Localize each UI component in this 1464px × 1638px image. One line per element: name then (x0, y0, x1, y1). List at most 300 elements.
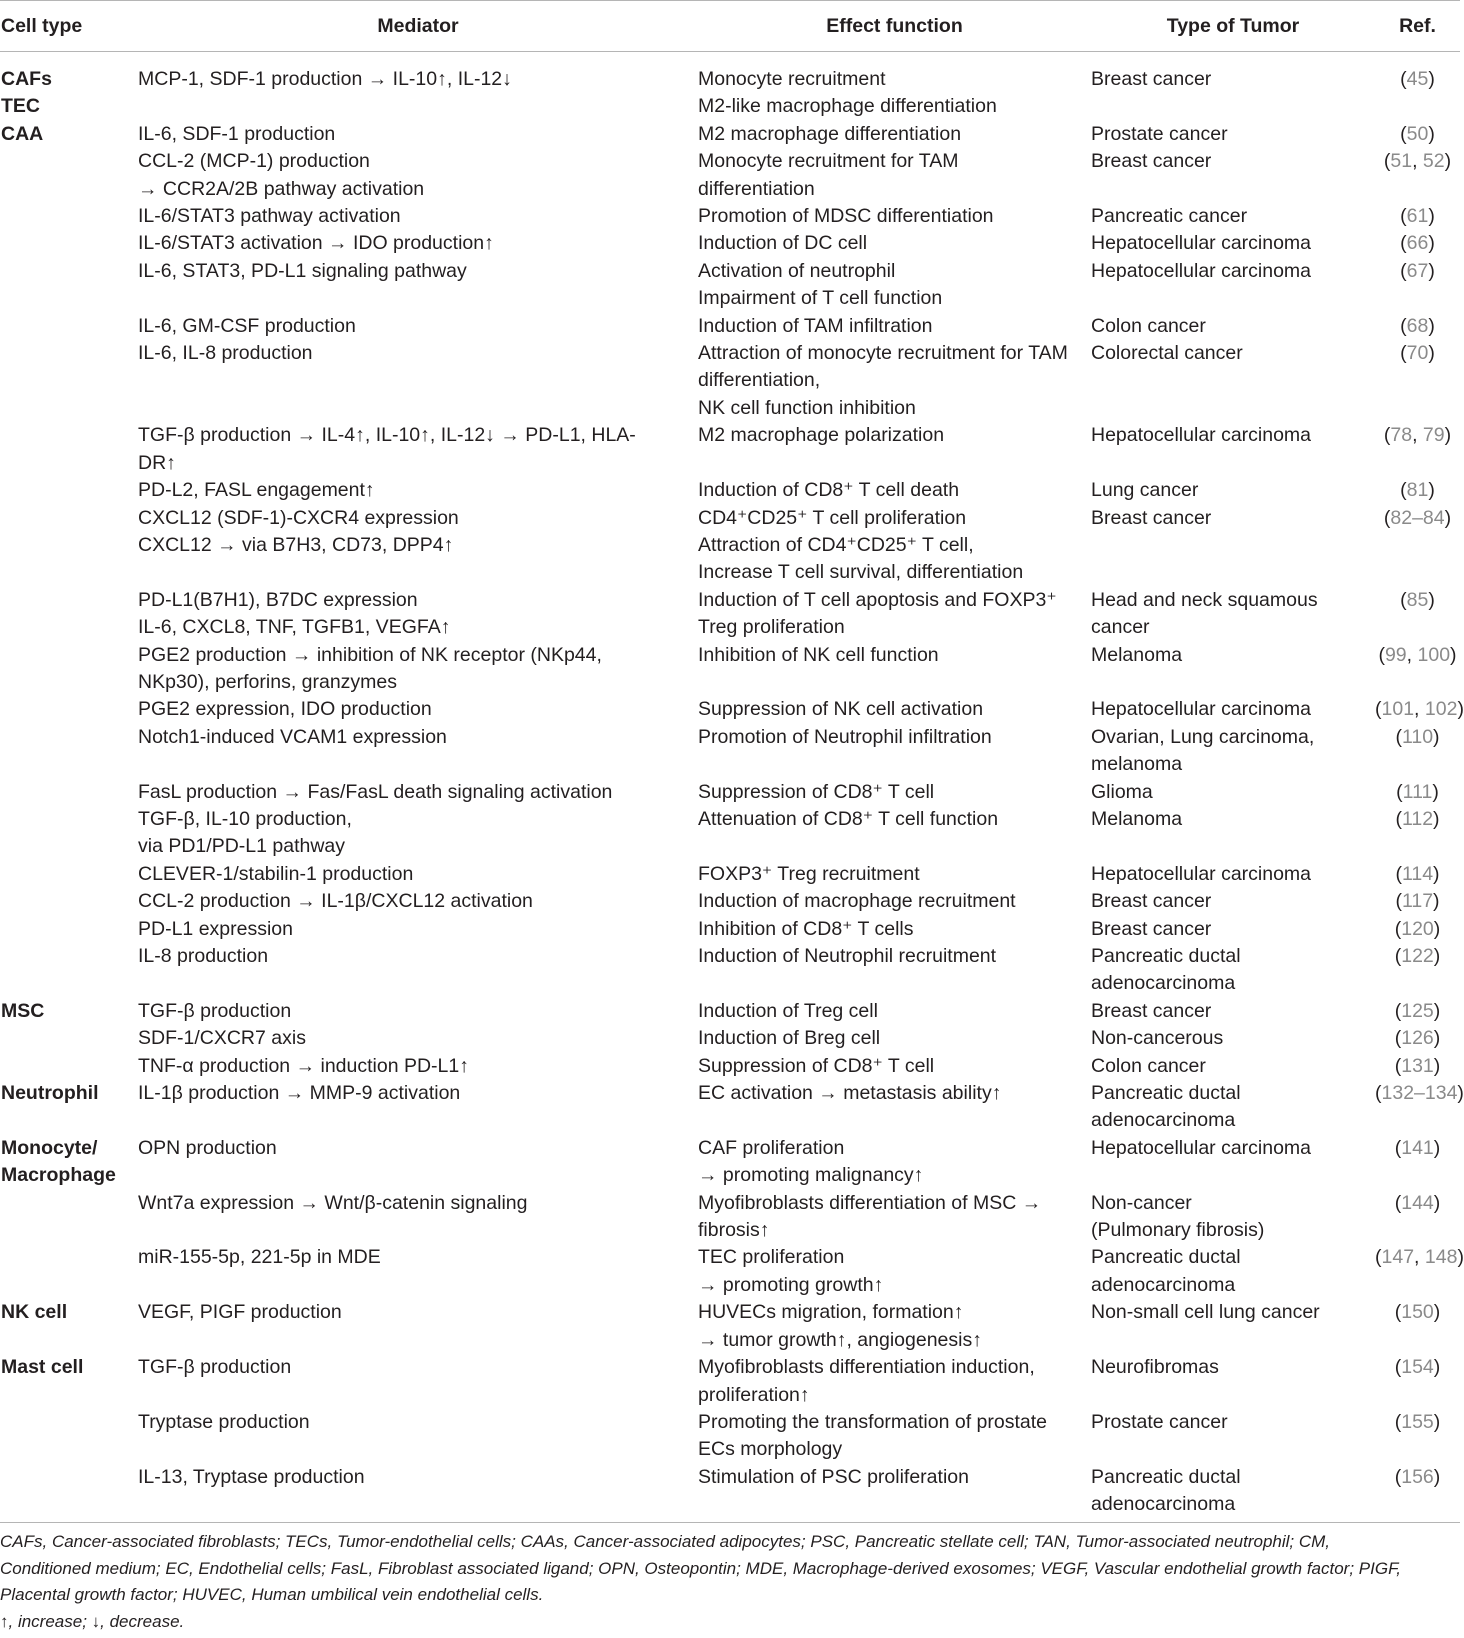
tumor-text: Hepatocellular carcinoma (1091, 698, 1312, 721)
reference-link[interactable]: 144 (1401, 1191, 1434, 1214)
mediator-cell (138, 203, 698, 230)
ref-paren: ) (1433, 725, 1440, 748)
reference-link[interactable]: 132–134 (1381, 1082, 1458, 1105)
cell-type-cell (0, 861, 138, 888)
ref-paren: ( (1395, 807, 1402, 830)
table-row (0, 203, 1460, 230)
reference-link[interactable]: 85 (1406, 588, 1429, 611)
ref-paren: ) (1444, 424, 1452, 447)
ref-paren: ( (1400, 479, 1407, 502)
ref-separator: , (1414, 1246, 1425, 1269)
mediator-text: DR↑ (138, 451, 176, 474)
reference-link[interactable]: 111 (1402, 780, 1433, 803)
tumor-text: Glioma (1091, 780, 1153, 803)
reference-link[interactable]: 81 (1406, 479, 1429, 502)
ref-paren: ( (1394, 1054, 1402, 1077)
cell-type-cell (0, 258, 138, 313)
tumor-cell (1091, 422, 1375, 477)
ref-paren: ) (1457, 1082, 1464, 1105)
effect-text: differentiation, (698, 369, 821, 392)
tumor-cell (1091, 861, 1375, 888)
ref-paren: ( (1383, 506, 1391, 529)
mediator-cell (138, 1025, 698, 1052)
effect-cell (698, 806, 1091, 861)
effect-text: Attraction of CD4⁺CD25⁺ T cell, (698, 533, 974, 556)
mediator-cell (138, 1190, 698, 1245)
ref-paren: ( (1394, 1136, 1402, 1159)
tumor-cell (1091, 998, 1375, 1025)
effect-text: Promoting the transformation of prostate (698, 1410, 1048, 1433)
ref-paren: ( (1375, 698, 1382, 721)
tumor-text: Colon cancer (1091, 1054, 1206, 1077)
mediator-text: via PD1/PD-L1 pathway (138, 835, 346, 858)
table-row (0, 1464, 1460, 1523)
effect-text: differentiation (698, 177, 815, 200)
effect-cell (698, 998, 1091, 1025)
reference-link[interactable]: 45 (1406, 68, 1429, 90)
effect-cell (698, 148, 1091, 203)
effect-text: M2 macrophage polarization (698, 424, 945, 447)
tumor-text: Breast cancer (1091, 890, 1212, 913)
ref-paren: ( (1394, 1027, 1402, 1050)
reference-link[interactable]: 114 (1401, 862, 1434, 885)
tumor-cell (1091, 806, 1375, 861)
ref-cell (1375, 888, 1460, 915)
tumor-text: (Pulmonary fibrosis) (1091, 1219, 1265, 1242)
table-body (0, 52, 1464, 1523)
effect-text: Increase T cell survival, differentiation (698, 561, 1024, 584)
ref-cell (1375, 1354, 1460, 1409)
mediator-text: TGF-β production → IL-4↑, IL-10↑, IL-12↓ → PD-L1, HLA- (138, 424, 636, 447)
reference-link[interactable]: 150 (1401, 1301, 1434, 1324)
effect-cell (698, 1025, 1091, 1052)
tumor-text: Breast cancer (1091, 68, 1212, 90)
tumor-cell (1091, 1190, 1375, 1245)
effect-text: CD4⁺CD25⁺ T cell proliferation (698, 506, 967, 529)
ref-paren: ( (1394, 1301, 1402, 1324)
effect-text: Induction of T cell apoptosis and FOXP3⁺ (698, 588, 1057, 611)
table-row (0, 1053, 1460, 1080)
effect-text: Inhibition of CD8⁺ T cells (698, 917, 914, 940)
header-effect: Effect function (698, 1, 1091, 52)
table-header (0, 1, 1460, 52)
ref-paren: ( (1375, 1082, 1382, 1105)
ref-cell (1375, 806, 1460, 861)
table-row (0, 806, 1460, 861)
tumor-text: Pancreatic ductal (1091, 945, 1241, 967)
cell-type-label: Monocyte/ (1, 1136, 98, 1159)
reference-link[interactable]: 154 (1401, 1356, 1434, 1379)
ref-separator: , (1412, 150, 1423, 173)
mediator-cell (138, 1080, 698, 1135)
tumor-cell (1091, 121, 1375, 148)
cell-type-label: Macrophage (1, 1164, 116, 1187)
table-row (0, 1080, 1460, 1135)
reference-link[interactable]: 78 (1390, 424, 1413, 447)
footnote-line: CAFs, Cancer-associated fibroblasts; TECs, Tumor-endothelial cells; CAAs, Cancer-associated adipocytes; PSC, Pancreatic stellate cell; TAN, Tumor-associated neutrophil; CM, (0, 1532, 1331, 1551)
mediator-text: IL-6/STAT3 activation → IDO production↑ (138, 232, 494, 255)
reference-link[interactable]: 51 (1390, 150, 1413, 173)
effect-cell (698, 203, 1091, 230)
ref-paren: ) (1433, 1410, 1441, 1433)
ref-paren: ( (1378, 643, 1385, 666)
table-row (0, 724, 1460, 779)
effect-cell (698, 642, 1091, 697)
effect-text: M2 macrophage differentiation (698, 122, 962, 145)
ref-paren: ( (1400, 232, 1407, 255)
mediator-text: → CCR2A/2B pathway activation (138, 177, 425, 200)
cell-type-cell (0, 1053, 138, 1080)
table-row (0, 505, 1460, 587)
mediator-cell (138, 1053, 698, 1080)
cell-type-cell (0, 1354, 138, 1409)
ref-paren: ) (1428, 205, 1435, 228)
tumor-text: Breast cancer (1091, 150, 1212, 173)
reference-link[interactable]: 50 (1406, 122, 1429, 145)
ref-separator: , (1412, 424, 1423, 447)
effect-text: CAF proliferation (698, 1136, 845, 1159)
mediator-text: TNF-α production → induction PD-L1↑ (138, 1054, 469, 1077)
mediator-cell (138, 1354, 698, 1409)
ref-paren: ) (1428, 232, 1435, 255)
reference-link[interactable]: 99 (1384, 643, 1407, 666)
reference-link[interactable]: 141 (1401, 1136, 1434, 1159)
mediator-cell (138, 52, 698, 121)
tumor-text: Lung cancer (1091, 479, 1199, 502)
cell-type-cell (0, 1135, 138, 1190)
mediator-cell (138, 1299, 698, 1354)
effect-text: Induction of TAM infiltration (698, 314, 933, 337)
effect-text: HUVECs migration, formation↑ (698, 1301, 964, 1324)
reference-link[interactable]: 117 (1401, 890, 1434, 913)
effect-cell (698, 258, 1091, 313)
effect-text: EC activation → metastasis ability↑ (698, 1082, 1002, 1105)
tumor-cell (1091, 642, 1375, 697)
tumor-text: Neurofibromas (1091, 1356, 1219, 1379)
mediator-text: Tryptase production (138, 1410, 310, 1433)
table-footnote (0, 1522, 1460, 1635)
tumor-cell (1091, 1299, 1375, 1354)
tumor-text: Hepatocellular carcinoma (1091, 424, 1312, 447)
mediator-text: IL-8 production (138, 945, 269, 967)
tumor-cell (1091, 313, 1375, 340)
ref-paren: ( (1400, 314, 1407, 337)
mediator-cell (138, 861, 698, 888)
ref-paren: ) (1433, 1054, 1441, 1077)
effect-text: Impairment of T cell function (698, 287, 943, 310)
ref-paren: ( (1394, 917, 1402, 940)
header-mediator: Mediator (138, 1, 698, 52)
ref-cell (1375, 477, 1460, 504)
tumor-cell (1091, 1244, 1375, 1299)
ref-cell (1375, 1244, 1464, 1299)
ref-cell (1375, 1190, 1460, 1245)
reference-link[interactable]: 120 (1401, 917, 1434, 940)
table-row (0, 998, 1460, 1025)
cell-type-label: Neutrophil (1, 1082, 99, 1105)
ref-paren: ) (1433, 807, 1440, 830)
tumor-text: Melanoma (1091, 643, 1183, 666)
ref-paren: ) (1428, 68, 1435, 90)
mediator-text: TGF-β production (138, 1356, 292, 1379)
header-row (0, 1, 1460, 52)
table-row (0, 779, 1460, 806)
footnote-line: Conditioned medium; EC, Endothelial cells; FasL, Fibroblast associated ligand; OPN, Osteopontin; MDE, Macrophage-derived exosomes; VEGF, Vascular endothelial growth factor; PIGF, (0, 1558, 1401, 1578)
mediator-cell (138, 340, 698, 422)
cell-type-cell (0, 422, 138, 477)
ref-paren: ( (1400, 68, 1407, 90)
cell-type-cell (0, 203, 138, 230)
mediator-cell (138, 642, 698, 697)
reference-link[interactable]: 101 (1381, 698, 1415, 721)
tumor-cell (1091, 943, 1375, 998)
reference-link[interactable]: 155 (1401, 1410, 1434, 1433)
mediator-text: CCL-2 production → IL-1β/CXCL12 activation (138, 890, 533, 913)
cell-type-cell (0, 888, 138, 915)
cell-type-label: CAFs (1, 68, 52, 90)
tumor-text: Pancreatic cancer (1091, 205, 1248, 228)
tumor-text: melanoma (1091, 753, 1183, 776)
reference-link[interactable]: 61 (1406, 205, 1429, 228)
ref-paren: ) (1433, 890, 1440, 913)
effect-text: → promoting malignancy↑ (698, 1164, 924, 1187)
ref-cell (1375, 861, 1460, 888)
mediator-cell (138, 587, 698, 642)
ref-paren: ( (1400, 205, 1407, 228)
table-row (0, 313, 1460, 340)
ref-paren: ( (1394, 999, 1402, 1022)
cell-type-label: CAA (1, 122, 44, 145)
ref-paren: ( (1400, 122, 1407, 145)
table-row (0, 1409, 1460, 1464)
ref-paren: ) (1433, 1027, 1441, 1050)
table-row (0, 1190, 1460, 1245)
effect-cell (698, 943, 1091, 998)
tumor-cell (1091, 1080, 1375, 1135)
table-row (0, 1244, 1460, 1299)
effect-text: Induction of Treg cell (698, 999, 878, 1022)
cell-type-cell (0, 943, 138, 998)
ref-cell (1375, 121, 1460, 148)
effect-text: Myofibroblasts differentiation induction, (698, 1356, 1035, 1379)
mediator-cell (138, 505, 698, 587)
header-tumor: Type of Tumor (1091, 1, 1375, 52)
mediator-cell (138, 477, 698, 504)
tumor-cell (1091, 1053, 1375, 1080)
cell-type-cell (0, 1244, 138, 1299)
effect-text: NK cell function inhibition (698, 396, 916, 419)
cell-type-cell (0, 642, 138, 697)
effect-text: Monocyte recruitment for TAM (698, 150, 959, 173)
reference-link[interactable]: 68 (1406, 314, 1429, 337)
reference-link[interactable]: 156 (1401, 1465, 1434, 1488)
reference-link[interactable]: 147 (1381, 1246, 1415, 1269)
ref-paren: ) (1432, 780, 1439, 803)
ref-cell (1375, 998, 1460, 1025)
cell-type-label: Mast cell (1, 1356, 84, 1379)
tumor-text: Ovarian, Lung carcinoma, (1091, 725, 1315, 748)
cell-type-cell (0, 52, 138, 121)
tumor-text: cancer (1091, 616, 1150, 639)
tumor-text: Non-small cell lung cancer (1091, 1301, 1320, 1324)
reference-link[interactable]: 100 (1417, 643, 1451, 666)
mediator-cell (138, 121, 698, 148)
header-ref: Ref. (1375, 1, 1460, 52)
ref-paren: ( (1394, 1191, 1402, 1214)
cell-type-cell (0, 806, 138, 861)
table-row (0, 943, 1460, 998)
reference-link[interactable]: 126 (1401, 1027, 1434, 1050)
reference-link[interactable]: 131 (1401, 1054, 1434, 1077)
tumor-cell (1091, 724, 1375, 779)
reference-link[interactable]: 125 (1401, 999, 1434, 1022)
mediator-text: CXCL12 (SDF-1)-CXCR4 expression (138, 506, 459, 529)
ref-paren: ) (1433, 862, 1440, 885)
cell-type-cell (0, 916, 138, 943)
ref-paren: ) (1428, 259, 1435, 282)
effect-text: TEC proliferation (698, 1246, 845, 1269)
effect-text: ECs morphology (698, 1438, 843, 1461)
table-row (0, 148, 1460, 203)
ref-paren: ( (1394, 1465, 1402, 1488)
effect-text: Induction of Neutrophil recruitment (698, 945, 997, 967)
reference-link[interactable]: 82–84 (1390, 506, 1445, 529)
mediator-cell (138, 313, 698, 340)
mediator-text: IL-6, IL-8 production (138, 342, 313, 365)
cell-type-cell (0, 1190, 138, 1245)
tumor-cell (1091, 230, 1375, 257)
mediator-text: IL-6, GM-CSF production (138, 314, 356, 337)
reference-link[interactable]: 112 (1401, 807, 1434, 830)
tumor-text: Colorectal cancer (1091, 342, 1243, 365)
mediator-text: IL-6/STAT3 pathway activation (138, 205, 401, 228)
mediator-text: MCP-1, SDF-1 production → IL-10↑, IL-12↓ (138, 68, 512, 90)
cell-type-cell (0, 779, 138, 806)
mediator-text: PGE2 expression, IDO production (138, 698, 432, 721)
cell-type-label: MSC (1, 999, 45, 1022)
ref-cell (1375, 1053, 1460, 1080)
effect-text: Induction of macrophage recruitment (698, 890, 1016, 913)
ref-paren: ) (1450, 643, 1457, 666)
table-row (0, 861, 1460, 888)
table-row (0, 1354, 1460, 1409)
mediator-cell (138, 916, 698, 943)
cell-type-cell (0, 1409, 138, 1464)
cell-type-cell (0, 121, 138, 148)
reference-link[interactable]: 52 (1422, 150, 1445, 173)
mediator-text: CLEVER-1/stabilin-1 production (138, 862, 414, 885)
reference-link[interactable]: 79 (1422, 424, 1445, 447)
effect-cell (698, 724, 1091, 779)
tumor-cell (1091, 1464, 1375, 1523)
effect-text: → promoting growth↑ (698, 1273, 884, 1296)
effect-cell (698, 1053, 1091, 1080)
reference-link[interactable]: 67 (1406, 259, 1429, 282)
reference-link[interactable]: 122 (1401, 945, 1434, 967)
mediator-cell (138, 696, 698, 723)
mediator-cell (138, 943, 698, 998)
table-row (0, 1025, 1460, 1052)
ref-paren: ( (1394, 1410, 1402, 1433)
effect-text: Promotion of Neutrophil infiltration (698, 725, 992, 748)
effect-cell (698, 1080, 1091, 1135)
cell-type-cell (0, 1025, 138, 1052)
ref-separator: , (1406, 643, 1418, 666)
ref-paren: ) (1428, 342, 1435, 365)
effect-cell (698, 230, 1091, 257)
tumor-text: Pancreatic ductal (1091, 1465, 1241, 1488)
effect-text: Induction of DC cell (698, 232, 868, 255)
reference-link[interactable]: 110 (1401, 725, 1434, 748)
ref-paren: ( (1395, 890, 1402, 913)
tumor-cell (1091, 1409, 1375, 1464)
tumor-text: adenocarcinoma (1091, 1273, 1236, 1296)
cell-type-label: NK cell (1, 1301, 68, 1324)
footnote-line: Placental growth factor; HUVEC, Human umbilical vein endothelial cells. (0, 1585, 544, 1604)
tumor-cell (1091, 1135, 1375, 1190)
reference-link[interactable]: 70 (1406, 342, 1429, 365)
ref-cell (1375, 1464, 1460, 1523)
mediator-text: IL-6, SDF-1 production (138, 122, 336, 145)
cell-type-cell (0, 1299, 138, 1354)
effect-text: M2-like macrophage differentiation (698, 95, 997, 118)
effect-text: Suppression of NK cell activation (698, 698, 984, 721)
mediator-text: IL-13, Tryptase production (138, 1465, 365, 1488)
mediator-cell (138, 724, 698, 779)
effect-cell (698, 313, 1091, 340)
effect-text: Monocyte recruitment (698, 68, 886, 90)
effect-cell (698, 696, 1091, 723)
effect-cell (698, 916, 1091, 943)
tumor-cell (1091, 148, 1375, 203)
cell-type-cell (0, 696, 138, 723)
effect-cell (698, 1135, 1091, 1190)
reference-link[interactable]: 102 (1424, 698, 1458, 721)
mediator-text: CXCL12 → via B7H3, CD73, DPP4↑ (138, 533, 454, 556)
table-row (0, 888, 1460, 915)
ref-paren: ( (1383, 424, 1391, 447)
tumor-cell (1091, 587, 1375, 642)
reference-link[interactable]: 66 (1406, 232, 1429, 255)
ref-cell (1375, 587, 1460, 642)
mediator-text: PD-L1(B7H1), B7DC expression (138, 588, 418, 611)
mediator-text: IL-6, CXCL8, TNF, TGFB1, VEGFA↑ (138, 616, 451, 639)
ref-paren: ) (1444, 506, 1452, 529)
effect-text: Treg proliferation (698, 616, 845, 639)
mediator-cell (138, 806, 698, 861)
ref-separator: , (1414, 698, 1425, 721)
reference-link[interactable]: 148 (1424, 1246, 1458, 1269)
tumor-cell (1091, 52, 1375, 121)
ref-paren: ) (1433, 945, 1441, 967)
table-row (0, 1299, 1460, 1354)
mediator-text: TGF-β production (138, 999, 292, 1022)
cell-type-cell (0, 230, 138, 257)
tumor-cell (1091, 779, 1375, 806)
tumor-cell (1091, 477, 1375, 504)
cell-type-cell (0, 340, 138, 422)
ref-paren: ( (1395, 862, 1402, 885)
ref-cell (1375, 943, 1460, 998)
ref-cell (1375, 258, 1460, 313)
effect-cell (698, 587, 1091, 642)
cell-type-cell (0, 477, 138, 504)
effect-text: fibrosis↑ (698, 1219, 770, 1242)
tumor-text: Head and neck squamous (1091, 588, 1318, 611)
table-row (0, 696, 1460, 723)
effect-text: proliferation↑ (698, 1383, 810, 1406)
effect-text: Suppression of CD8⁺ T cell (698, 780, 935, 803)
